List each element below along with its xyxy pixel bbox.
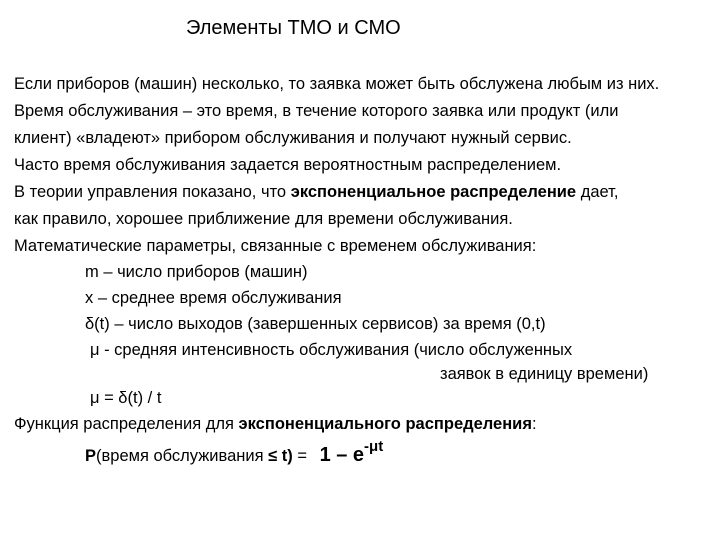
text-line-8-end: : [531,415,537,433]
text-line-7: Математические параметры, связанные с временем обслуживания: [14,237,537,255]
formula-le-t: ≤ t) [268,447,293,465]
exponential-distribution-term-2: экспоненциального распределения [238,415,532,433]
text-line-8 [14,413,537,435]
text-line-5-end: дает, [576,183,619,201]
mu-equation: μ = δ(t) / t [90,389,162,407]
formula-p: P [85,447,97,465]
text-line-8-start: Функция распределения для [14,415,239,433]
text-line-1: Если приборов (машин) несколько, то заявка может быть обслужена любым из них. [14,75,660,93]
slide-title: Элементы ТМО и СМО [186,17,401,39]
text-line-5-start: В теории управления показано, что [14,183,291,201]
exponential-distribution-term: экспоненциальное распределение [290,183,577,201]
formula-exponent: -μt [364,438,384,455]
formula-rhs: 1 – e [319,444,365,466]
text-line-6: как правило, хорошее приближение для времени обслуживания. [14,210,513,228]
param-delta: δ(t) – число выходов (завершенных сервисов) за время (0,t) [85,315,546,333]
param-mu-continuation: заявок в единицу времени) [440,365,649,383]
text-line-2: Время обслуживания – это время, в течение которого заявка или продукт (или [14,102,619,120]
param-x: x – среднее время обслуживания [85,289,342,307]
param-mu: μ - средняя интенсивность обслуживания (число обслуженных [90,341,573,359]
formula-equals: = [292,447,312,465]
formula-argument: (время обслуживания [96,447,269,465]
text-line-5 [14,181,618,203]
distribution-formula [85,440,383,472]
param-m: m – число приборов (машин) [85,263,308,281]
text-line-4: Часто время обслуживания задается вероятностным распределением. [14,156,562,174]
text-line-3: клиент) «владеют» прибором обслуживания и получают нужный сервис. [14,129,572,147]
